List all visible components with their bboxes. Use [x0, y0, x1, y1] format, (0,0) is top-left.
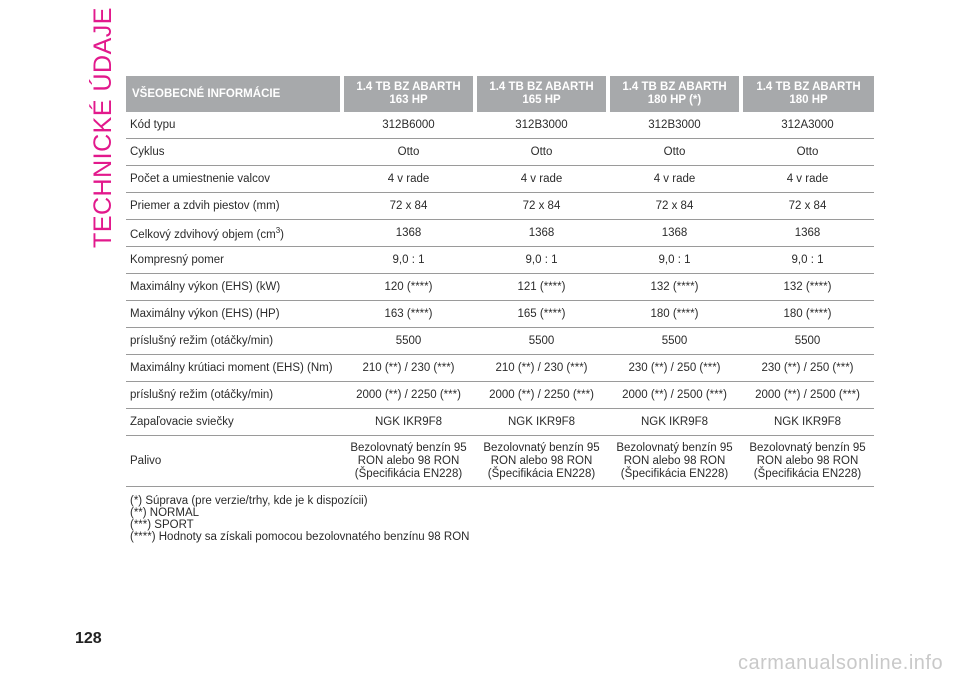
- table-row: [126, 139, 874, 166]
- table-row: [126, 409, 874, 436]
- cell-value: 163 (****): [342, 301, 475, 328]
- cell-value: 2000 (**) / 2500 (***): [741, 382, 874, 409]
- row-label: Maximálny krútiaci moment (EHS) (Nm): [126, 355, 342, 382]
- fuel-line: RON alebo 98 RON: [490, 454, 593, 467]
- table-row-fuel: [126, 436, 874, 487]
- table-row: [126, 166, 874, 193]
- row-label: Cyklus: [126, 139, 342, 166]
- cell-value: 312B6000: [342, 112, 475, 139]
- footnote: (****) Hodnoty sa získali pomocou bezolovnatého benzínu 98 RON: [130, 531, 470, 543]
- cell-value: Otto: [741, 139, 874, 166]
- cell-value: 210 (**) / 230 (***): [475, 355, 608, 382]
- cell-value: 312B3000: [608, 112, 741, 139]
- section-title-vertical: [85, 6, 121, 248]
- cell-value: 1368: [608, 220, 741, 247]
- footnotes: [130, 495, 469, 543]
- header-col-1-line1: 1.4 TB BZ ABARTH: [356, 81, 461, 93]
- cell-value: 132 (****): [741, 274, 874, 301]
- header-row: [126, 76, 874, 112]
- fuel-line: (Špecifikácia EN228): [354, 467, 463, 480]
- header-col-3: [608, 76, 741, 112]
- header-col-3-line2: 180 HP (*): [647, 94, 702, 106]
- fuel-line: RON alebo 98 RON: [357, 454, 460, 467]
- cell-value: 72 x 84: [741, 193, 874, 220]
- table-row: [126, 274, 874, 301]
- cell-value-fuel: [342, 436, 475, 487]
- row-label: [126, 220, 342, 247]
- row-label: Priemer a zdvih piestov (mm): [126, 193, 342, 220]
- fuel-line: RON alebo 98 RON: [756, 454, 859, 467]
- table-row: [126, 220, 874, 247]
- cell-value: 1368: [342, 220, 475, 247]
- header-col-1: [342, 76, 475, 112]
- cell-value: 1368: [741, 220, 874, 247]
- table-row: [126, 355, 874, 382]
- cell-value: 72 x 84: [608, 193, 741, 220]
- row-label: príslušný režim (otáčky/min): [126, 328, 342, 355]
- cell-value: 72 x 84: [475, 193, 608, 220]
- cell-value: NGK IKR9F8: [475, 409, 608, 436]
- row-label: Kompresný pomer: [126, 247, 342, 274]
- footnote: (***) SPORT: [130, 519, 194, 531]
- cell-value: 5500: [342, 328, 475, 355]
- cell-value: 180 (****): [608, 301, 741, 328]
- cell-value: Otto: [608, 139, 741, 166]
- cell-value: Otto: [475, 139, 608, 166]
- header-col-1-line2: 163 HP: [389, 94, 428, 106]
- cell-value: 2000 (**) / 2250 (***): [342, 382, 475, 409]
- cell-value: 2000 (**) / 2250 (***): [475, 382, 608, 409]
- cell-value: 5500: [608, 328, 741, 355]
- cell-value: Otto: [342, 139, 475, 166]
- cell-value: 4 v rade: [608, 166, 741, 193]
- cell-value: 9,0 : 1: [608, 247, 741, 274]
- table-row: [126, 112, 874, 139]
- header-col-4-line1: 1.4 TB BZ ABARTH: [756, 81, 861, 93]
- cell-value: 312B3000: [475, 112, 608, 139]
- cell-value: 72 x 84: [342, 193, 475, 220]
- cell-value: 121 (****): [475, 274, 608, 301]
- row-label-suffix: ): [280, 228, 285, 241]
- fuel-line: Bezolovnatý benzín 95: [350, 441, 467, 454]
- cell-value: 4 v rade: [741, 166, 874, 193]
- table-row: [126, 193, 874, 220]
- fuel-line: RON alebo 98 RON: [623, 454, 726, 467]
- table-body: [126, 112, 874, 487]
- cell-value: 210 (**) / 230 (***): [342, 355, 475, 382]
- table-row: [126, 382, 874, 409]
- section-title-text: TECHNICKÉ ÚDAJE: [88, 6, 117, 248]
- specs-table-container: [126, 76, 873, 487]
- row-label-sup: 3: [275, 225, 281, 235]
- cell-value: 4 v rade: [475, 166, 608, 193]
- table-row: [126, 247, 874, 274]
- watermark: carmanualsonline.info: [738, 652, 944, 674]
- header-col-2: [475, 76, 608, 112]
- row-label-text: Celkový zdvihový objem (cm: [130, 228, 276, 241]
- header-col-2-line1: 1.4 TB BZ ABARTH: [489, 81, 594, 93]
- fuel-line: Bezolovnatý benzín 95: [749, 441, 866, 454]
- table-row: [126, 301, 874, 328]
- footnote: (*) Súprava (pre verzie/trhy, kde je k dispozícii): [130, 495, 368, 507]
- header-col-3-line1: 1.4 TB BZ ABARTH: [622, 81, 727, 93]
- header-general-info: VŠEOBECNÉ INFORMÁCIE: [126, 76, 342, 112]
- cell-value: 132 (****): [608, 274, 741, 301]
- cell-value: 120 (****): [342, 274, 475, 301]
- row-label: Zapaľovacie sviečky: [126, 409, 342, 436]
- cell-value: 4 v rade: [342, 166, 475, 193]
- header-col-4: [741, 76, 874, 112]
- engine-specs-table: [126, 76, 874, 487]
- cell-value: 5500: [741, 328, 874, 355]
- header-col-2-line2: 165 HP: [522, 94, 561, 106]
- cell-value: 312A3000: [741, 112, 874, 139]
- cell-value-fuel: [741, 436, 874, 487]
- cell-value-fuel: [608, 436, 741, 487]
- cell-value: 180 (****): [741, 301, 874, 328]
- cell-value: 9,0 : 1: [342, 247, 475, 274]
- row-label: Kód typu: [126, 112, 342, 139]
- row-label: Maximálny výkon (EHS) (HP): [126, 301, 342, 328]
- table-row: [126, 328, 874, 355]
- cell-value: 9,0 : 1: [741, 247, 874, 274]
- fuel-line: Bezolovnatý benzín 95: [483, 441, 600, 454]
- fuel-line: (Špecifikácia EN228): [620, 467, 729, 480]
- page-number: 128: [75, 630, 102, 647]
- row-label: Maximálny výkon (EHS) (kW): [126, 274, 342, 301]
- cell-value: NGK IKR9F8: [342, 409, 475, 436]
- cell-value: NGK IKR9F8: [608, 409, 741, 436]
- fuel-line: (Špecifikácia EN228): [487, 467, 596, 480]
- cell-value: 230 (**) / 250 (***): [741, 355, 874, 382]
- cell-value-fuel: [475, 436, 608, 487]
- cell-value: 165 (****): [475, 301, 608, 328]
- cell-value: 2000 (**) / 2500 (***): [608, 382, 741, 409]
- table-header: [126, 76, 874, 112]
- footnote: (**) NORMAL: [130, 507, 200, 519]
- row-label: príslušný režim (otáčky/min): [126, 382, 342, 409]
- fuel-line: (Špecifikácia EN228): [753, 467, 862, 480]
- cell-value: 9,0 : 1: [475, 247, 608, 274]
- cell-value: 230 (**) / 250 (***): [608, 355, 741, 382]
- fuel-line: Bezolovnatý benzín 95: [616, 441, 733, 454]
- cell-value: NGK IKR9F8: [741, 409, 874, 436]
- header-col-4-line2: 180 HP: [789, 94, 828, 106]
- cell-value: 5500: [475, 328, 608, 355]
- cell-value: 1368: [475, 220, 608, 247]
- row-label: Počet a umiestnenie valcov: [126, 166, 342, 193]
- row-label: Palivo: [126, 436, 342, 487]
